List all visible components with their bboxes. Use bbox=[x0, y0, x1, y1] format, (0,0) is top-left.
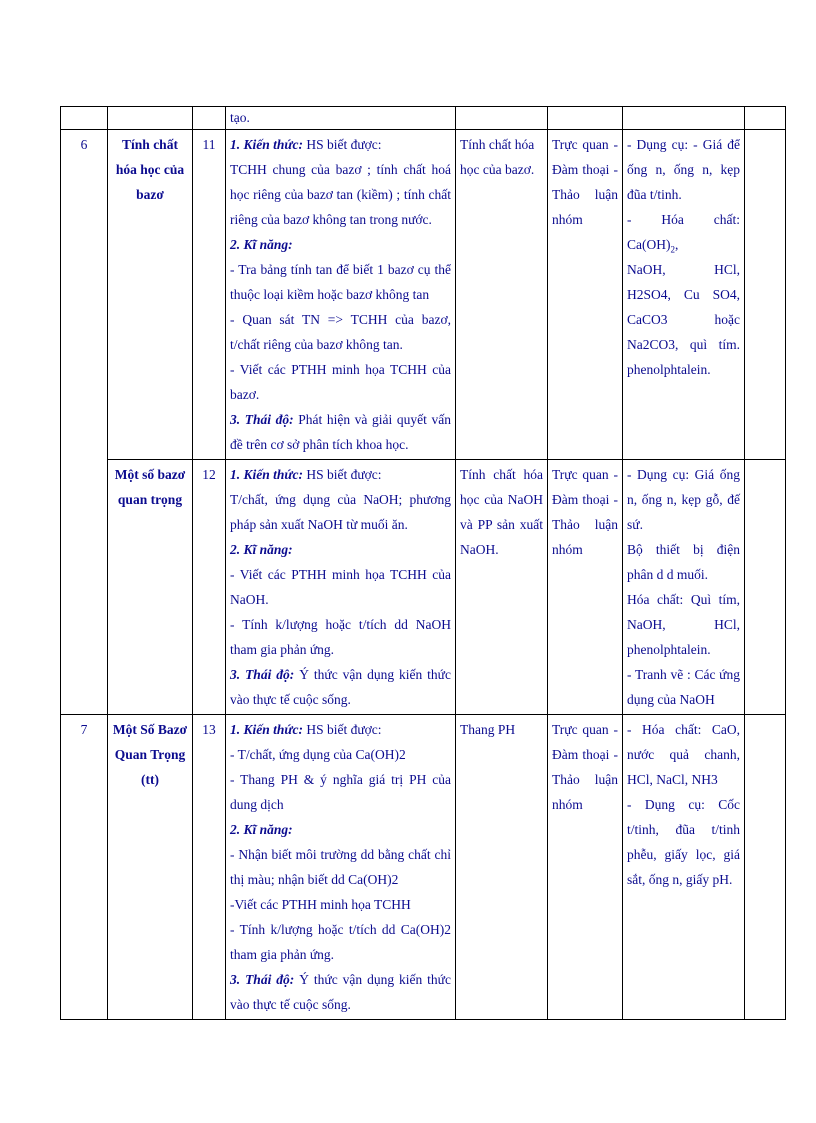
content-cell: 1. Kiến thức: HS biết được: TCHH chung của bazơ ; tính chất hoá học riêng của bazơ tan (kiềm) ; tính chất riêng của bazơ không tan trong nước. 2. Kĩ năng: - Tra bảng tính tan để biết 1 bazơ cụ thể thuộc loại kiềm hoặc bazơ không tan - Quan sát TN => TCHH của bazơ, t/chất riêng của bazơ không tan. - Viết các PTHH minh họa TCHH của bazơ. 3. Thái độ: Phát hiện và giải quyết vấn đề trên cơ sở phân tích khoa học. bbox=[226, 130, 456, 460]
table-row bbox=[61, 107, 786, 130]
equipment-cell: - Dụng cụ: Giá ống n, ống n, kẹp gỗ, đế sứ. Bộ thiết bị điện phân d d muối. Hóa chất: Quì tím, NaOH, HCl, phenolphtalein. - Tranh vẽ : Các ứng dụng của NaOH bbox=[623, 460, 745, 715]
focus-cell: Tính chất hóa học của bazơ. bbox=[456, 130, 548, 460]
table-row bbox=[61, 130, 786, 460]
lesson-title: Một số bazơ quan trọng bbox=[108, 460, 193, 715]
lesson-title: Tính chất hóa học của bazơ bbox=[108, 130, 193, 460]
chapter-number: 6 bbox=[61, 130, 108, 715]
lesson-title: Một Số Bazơ Quan Trọng (tt) bbox=[108, 715, 193, 1020]
chapter-number: 7 bbox=[61, 715, 108, 1020]
focus-cell: Thang PH bbox=[456, 715, 548, 1020]
period-number: 13 bbox=[193, 715, 226, 1020]
methods-cell: Trực quan - Đàm thoại - Thảo luận nhóm bbox=[548, 715, 623, 1020]
equipment-cell: - Hóa chất: CaO, nước quả chanh, HCl, NaCl, NH3 - Dụng cụ: Cốc t/tinh, đũa t/tinh phễu, giấy lọc, giá sắt, ống n, giấy pH. bbox=[623, 715, 745, 1020]
table-row bbox=[61, 460, 786, 715]
focus-cell: Tính chất hóa học của NaOH và PP sản xuất NaOH. bbox=[456, 460, 548, 715]
period-number: 11 bbox=[193, 130, 226, 460]
content-cell: tạo. bbox=[226, 107, 456, 130]
lesson-plan-page bbox=[60, 106, 785, 1020]
lesson-plan-table bbox=[60, 106, 786, 1020]
period-number: 12 bbox=[193, 460, 226, 715]
methods-cell: Trực quan - Đàm thoại - Thảo luận nhóm bbox=[548, 130, 623, 460]
methods-cell: Trực quan - Đàm thoại - Thảo luận nhóm bbox=[548, 460, 623, 715]
table-row bbox=[61, 715, 786, 1020]
content-cell: 1. Kiến thức: HS biết được: T/chất, ứng dụng của NaOH; phương pháp sản xuất NaOH từ muối ăn. 2. Kĩ năng: - Viết các PTHH minh họa TCHH của NaOH. - Tính k/lượng hoặc t/tích dd NaOH tham gia phản ứng. 3. Thái độ: Ý thức vận dụng kiến thức vào thực tế cuộc sống. bbox=[226, 460, 456, 715]
content-cell: 1. Kiến thức: HS biết được: - T/chất, ứng dụng của Ca(OH)2 - Thang PH & ý nghĩa giá trị PH của dung dịch 2. Kĩ năng: - Nhận biết môi trường dd bằng chất chỉ thị màu; nhận biết dd Ca(OH)2 -Viết các PTHH minh họa TCHH - Tính k/lượng hoặc t/tích dd Ca(OH)2 tham gia phản ứng. 3. Thái độ: Ý thức vận dụng kiến thức vào thực tế cuộc sống. bbox=[226, 715, 456, 1020]
equipment-cell: - Dụng cụ: - Giá để ống n, ống n, kẹp đũa t/tinh. - Hóa chất: $Ca(OH)_2$, NaOH, HCl, H2SO4, Cu SO4, CaCO3 hoặc Na2CO3, quì tím. phenolphtalein. bbox=[623, 130, 745, 460]
